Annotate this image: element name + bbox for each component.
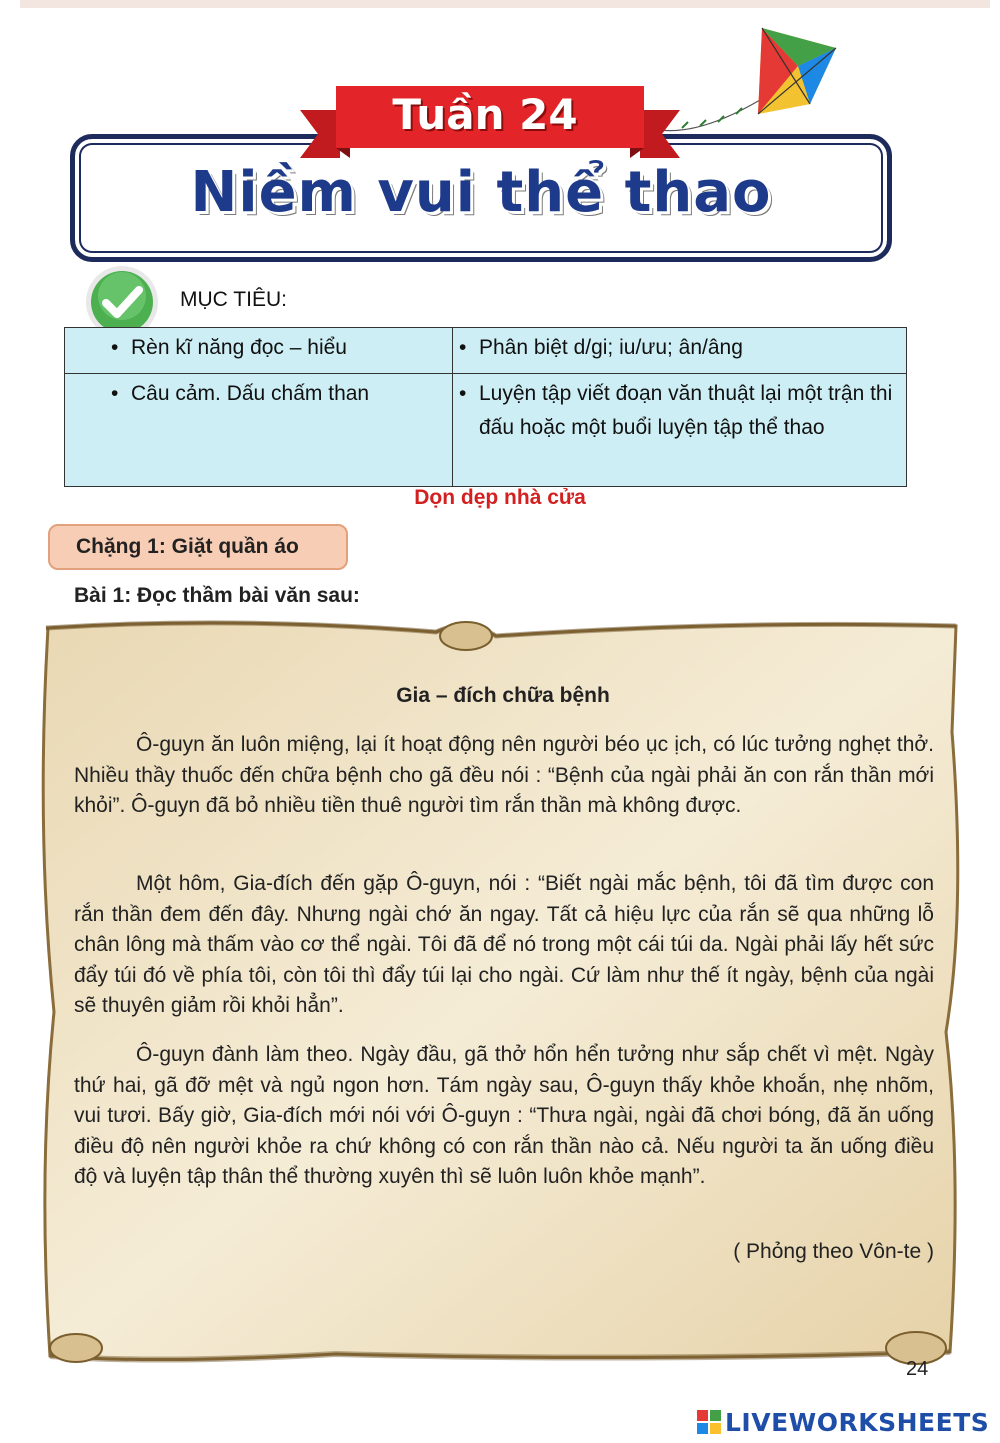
story-paragraph [74,1040,934,1193]
story-source: ( Phỏng theo Vôn-te ) [733,1240,934,1263]
bullet: • [111,382,119,405]
section-subtitle: Dọn dẹp nhà cửa [414,486,586,509]
page-title: Niềm vui thể thao [190,160,772,225]
bullet: • [111,336,119,359]
objective-text: Luyện tập viết đoạn văn thuật lại một trận thi đấu hoặc một buổi luyện tập thể thao [479,382,893,439]
objective-text: Rèn kĩ năng đọc – hiểu [131,336,347,359]
table-cell [453,328,907,374]
table-row [65,374,907,487]
objective-text: Câu cảm. Dấu chấm than [131,382,370,405]
brand-watermark [696,1407,989,1437]
paragraph-text: Ô-guyn đành làm theo. Ngày đầu, gã thở hổn hển tưởng như sắp chết vì mệt. Ngày thứ hai, gã đỡ mệt và ngủ ngon hơn. Tám ngày sau, Ô-guyn thấy khỏe khoắn, nhẹ nhõm, vui tươi. Bấy giờ, Gia-đích mới nói với Ô-guyn : “Thưa ngài, ngài đã chơi bóng, đã ăn uống điều độ nên người khỏe ra chứ không có con rắn thần nào cả. Nếu người ta ăn uống điều độ và luyện tập thân thể thường xuyên thì sẽ luôn luôn khỏe mạnh”. [74,1043,934,1188]
table-cell [453,374,907,487]
objective-text: Phân biệt d/gi; iu/ưu; ân/âng [479,336,743,359]
stage-label: Chặng 1: Giặt quần áo [48,524,348,570]
exercise-title: Bài 1: Đọc thầm bài văn sau: [74,584,360,607]
paragraph-text: Ô-guyn ăn luôn miệng, lại ít hoạt động nên người béo ục ịch, có lúc tưởng nghẹt thở. Nhiều thầy thuốc đến chữa bệnh cho gã đều nói : “Bệnh của ngài phải ăn con rắn thần mới khỏi”. Ô-guyn đã bỏ nhiều tiền thuê người tìm rắn thần mà không được. [74,733,934,817]
story-paragraph [74,730,934,822]
table-cell [65,374,453,487]
paragraph-text: Một hôm, Gia-đích đến gặp Ô-guyn, nói : “Biết ngài mắc bệnh, tôi đã tìm được con rắn thần đem đến đây. Nhưng ngài chớ ăn ngay. Tất cả hiệu lực của rắn sẽ qua những lỗ chân lông mà thấm vào cơ thể ngài. Tôi đã để nó trong một cái túi da. Ngài phải lấy hết sức đẩy túi đó về phía tôi, còn tôi thì đẩy túi lại cho ngài. Cứ làm như thế ít ngày, bệnh của ngài sẽ thuyên giảm rồi khỏi hẳn”. [74,872,934,1017]
objectives-table [64,327,907,487]
table-cell [65,328,453,374]
kite-icon [740,26,840,136]
story-paragraph [74,869,934,1022]
table-row [65,328,907,374]
week-label: Tuần 24 [392,90,578,139]
objectives-title: MỤC TIÊU: [180,288,287,311]
page-number: 24 [906,1358,929,1380]
bullet: • [459,382,467,405]
bullet: • [459,336,467,359]
story-title: Gia – đích chữa bệnh [396,684,610,707]
liveworksheets-logo-icon [696,1409,722,1435]
top-strip [20,0,990,8]
brand-name: LIVEWORKSHEETS [725,1407,990,1437]
